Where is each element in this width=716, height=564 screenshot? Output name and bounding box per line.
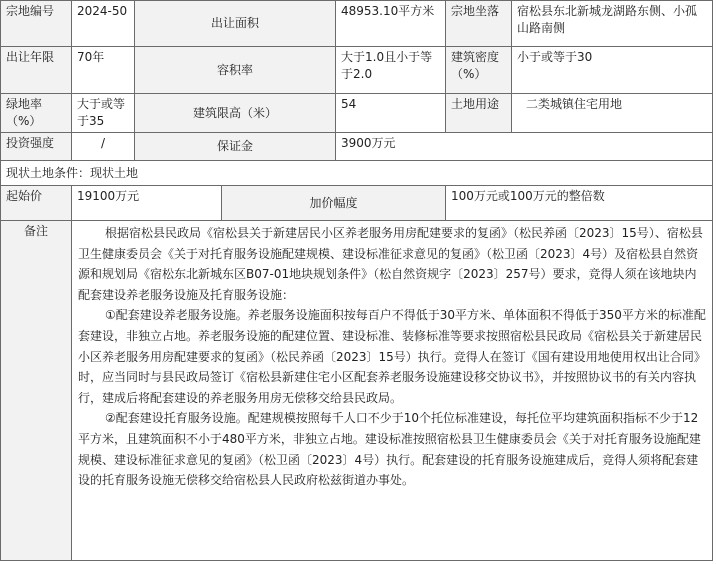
start-price-value: 19100万元 <box>71 185 222 221</box>
remarks-paragraph-elderly-care: ①配套建设养老服务设施。养老服务设施面积按每百户不得低于30平方米、单体面积不得低于350平方米的标准配套建设，非独立占地。养老服务设施的配建位置、建设标准、装修标准等要求按照宿松县民政局《宿松县关于新建居民小区养老服务用房配建要求的复函》（松民养函〔2023〕15号）执行。竞得人在签订《国有建设用地使用权出让合同》时，应当同时与县民政局签订《宿松县新建住宅小区配套养老服务设施建设移交协议书》，并按照协议书的有关内容执行，建成后将配套建设的养老服务用房无偿移交给县民政局。 <box>78 308 706 405</box>
density-label: 建筑密度（%） <box>445 46 512 94</box>
investment-label: 投资强度 <box>0 132 72 161</box>
density-value: 小于或等于30 <box>511 46 713 94</box>
remarks-label: 备注 <box>0 220 72 561</box>
deposit-label: 保证金 <box>134 132 336 161</box>
deposit-value: 3900万元 <box>335 132 713 161</box>
parcel-no-label: 宗地编号 <box>0 0 72 47</box>
land-condition: 现状土地条件：现状土地 <box>0 160 713 186</box>
land-use-label: 土地用途 <box>445 93 512 133</box>
height-limit-label: 建筑限高（米） <box>134 93 336 133</box>
increment-value: 100万元或100万元的整倍数 <box>445 185 713 221</box>
investment-value: / <box>71 132 135 161</box>
green-ratio-value: 大于或等于35 <box>71 93 135 133</box>
start-price-label: 起始价 <box>0 185 72 221</box>
land-use-value: 二类城镇住宅用地 <box>511 93 713 133</box>
parcel-no-value: 2024-50 <box>71 0 135 47</box>
remarks-paragraph-intro: 根据宿松县民政局《宿松县关于新建居民小区养老服务用房配建要求的复函》（松民养函〔2023〕15号）、宿松县卫生健康委员会《关于对托育服务设施配建规模、建设标准征求意见的复函》（松卫函〔2023〕4号）及宿松县自然资源和规划局《宿松东北新城东区B07-01地块规划条件》（松自然资规字〔2023〕257号）要求，竞得人须在该地块内配套建设养老服务设施及托育服务设施： <box>78 226 703 302</box>
remarks-paragraph-childcare: ②配套建设托育服务设施。配建规模按照每千人口不少于10个托位标准建设，每托位平均建筑面积指标不少于12平方米，且建筑面积不小于480平方米，非独立占地。建设标准按照宿松县卫生健康委员会《关于对托育服务设施配建规模、建设标准征求意见的复函》（松卫函〔2023〕4号）执行。配套建设的托育服务设施建成后，竞得人须将配套建设的托育服务设施无偿移交给宿松县人民政府松兹街道办事处。 <box>78 411 701 488</box>
area-value: 48953.10平方米 <box>335 0 446 47</box>
increment-label: 加价幅度 <box>221 185 446 221</box>
area-label: 出让面积 <box>134 0 336 47</box>
green-ratio-label: 绿地率（%） <box>0 93 72 133</box>
location-value: 宿松县东北新城龙湖路东侧、小孤山路南侧 <box>511 0 713 47</box>
term-value: 70年 <box>71 46 135 94</box>
far-label: 容积率 <box>134 46 336 94</box>
remarks-body <box>71 220 713 561</box>
term-label: 出让年限 <box>0 46 72 94</box>
location-label: 宗地坐落 <box>445 0 512 47</box>
height-limit-value: 54 <box>335 93 446 133</box>
far-value: 大于1.0且小于等于2.0 <box>335 46 446 94</box>
